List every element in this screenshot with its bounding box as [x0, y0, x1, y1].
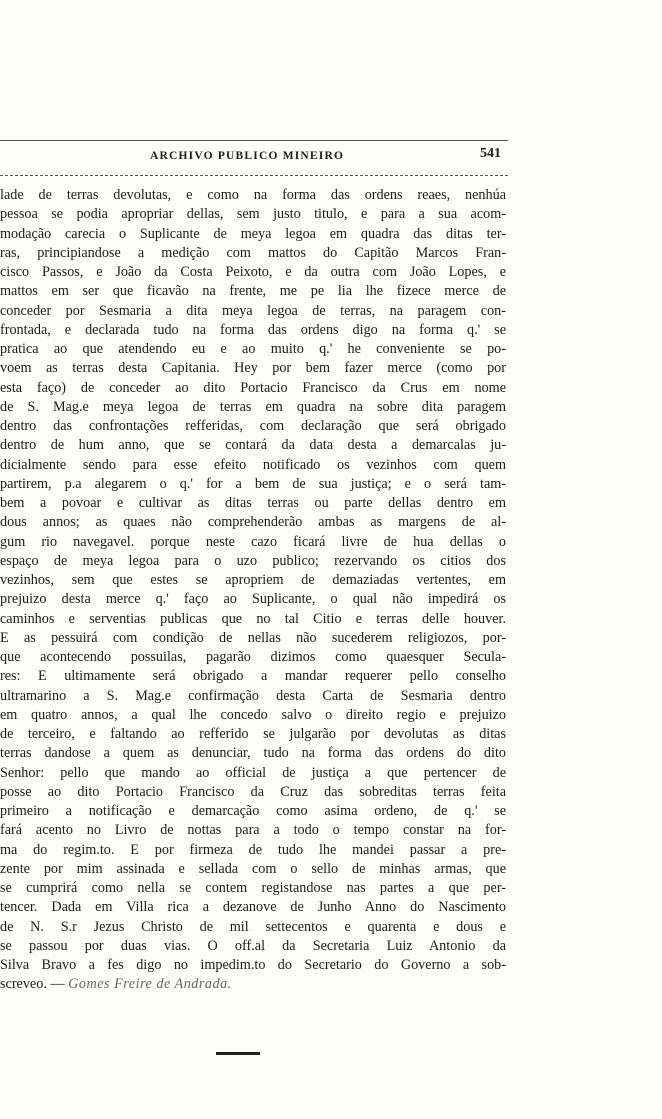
text-line: Silva Bravo a fes digo no impedim.to do Secretario do Governo a sob- — [0, 957, 506, 973]
signature: Gomes Freire de Andrada. — [68, 976, 232, 993]
text-line: zente por mim assinada e sellada com o sello de minhas armas, que — [0, 860, 506, 877]
text-line: lade de terras devolutas, e como na forma das ordens reaes, nenhúa — [0, 187, 506, 203]
closing-text: screveo. — — [0, 976, 65, 993]
top-rule — [0, 140, 508, 141]
text-line: se cumprirá como nella se contem registandose nas partes a que per- — [0, 880, 506, 896]
text-line: ultramarino a S. Mag.e confirmação desta Carta de Sesmaria dentro — [0, 687, 506, 704]
end-rule — [216, 1052, 260, 1055]
text-line: gum rio navegavel. porque neste cazo ficará livre de hua dellas o — [0, 533, 506, 550]
text-line: res: E ultimamente será obrigado a mandar requerer pello conselho — [0, 668, 506, 685]
running-head: ARCHIVO PUBLICO MINEIRO — [150, 150, 345, 162]
text-line: posse ao dito Portacio Francisco da Cruz das sobreditas terras feita — [0, 783, 506, 800]
text-line: fará acento no Livro de nottas para a todo o tempo constar na for- — [0, 822, 506, 839]
text-line: Senhor: pello que mando ao official de justiça a que pertencer de — [0, 764, 506, 781]
text-line: de N. S.r Jezus Christo de mil settecentos e quarenta e dous e — [0, 918, 506, 935]
text-line: modação carecia o Suplicante de meya legoa em quadra das ditas ter- — [0, 225, 506, 242]
text-line: partirem, p.a alegarem o q.' for a bem de sua justiça; e o será tam- — [0, 475, 506, 492]
text-line: de terceiro, e faltando ao refferido se julgarão por devolutas as ditas — [0, 726, 506, 742]
header-rule — [0, 175, 508, 176]
text-line: vezinhos, sem que estes se apropriem de demaziadas vertentes, em — [0, 572, 506, 588]
text-line: em quatro annos, a qual lhe concedo salvo o direito regio e prejuizo — [0, 706, 506, 723]
text-line: terras dandose a quem as denunciar, tudo na forma das ordens do dito — [0, 745, 506, 762]
text-line: se passou por duas vias. O off.al da Secretaria Luiz Antonio da — [0, 937, 506, 954]
text-line: E as pessuirá com condição de nellas não sucederem religiozos, por- — [0, 629, 506, 646]
text-line: espaço de meya legoa para o uzo publico; rezervando os citios dos — [0, 552, 506, 569]
text-line: dentro de hum anno, que se contará da data desta a demarcalas ju- — [0, 437, 506, 454]
text-line: caminhos e serventias publicas que no tal Citio e terras delle houver. — [0, 610, 506, 627]
page-header — [0, 142, 508, 168]
text-line: prejuizo desta merce q.' faço ao Suplicante, o qual não impedirá os — [0, 591, 506, 608]
text-line: pratica ao que atendendo eu e ao muito q.' he conveniente se po- — [0, 341, 506, 357]
body-text — [0, 186, 506, 995]
text-line: bem a povoar e cultivar as ditas terras ou parte dellas dentro em — [0, 495, 506, 511]
text-line: mattos em ser que ficavão na frente, me pe lia lhe fizece merce de — [0, 283, 506, 300]
text-line: dicialmente sendo para esse efeito notificado os vezinhos com quem — [0, 456, 506, 473]
text-line: tencer. Dada em Villa rica a dezanove de Junho Anno do Nascimento — [0, 899, 506, 916]
text-line: esta faço) de conceder ao dito Portacio Francisco da Crus em nome — [0, 379, 506, 396]
page-number: 541 — [480, 146, 501, 161]
text-line: de S. Mag.e meya legoa de terras em quadra na sobre dita paragem — [0, 398, 506, 415]
text-line: ras, principiandose a medição com mattos do Capitão Marcos Fran- — [0, 244, 506, 261]
text-line: ma do regim.to. E por firmeza de tudo lhe mandei passar a pre- — [0, 841, 506, 858]
text-line: dentro das confrontações refferidas, com declaração que será obrigado — [0, 418, 506, 434]
text-line: primeiro a notificação e demarcação como asima ordeno, de q.' se — [0, 803, 506, 819]
text-line: dous annos; as quaes não comprehenderão ambas as margens de al- — [0, 514, 506, 531]
text-line: conceder por Sesmaria a dita meya legoa de terras, na paragem con- — [0, 302, 506, 319]
text-line: frontada, e declarada tudo na forma das ordens digo na forma q.' se — [0, 321, 506, 338]
text-line: cisco Passos, e João da Costa Peixoto, e da outra com João Lopes, e — [0, 264, 506, 280]
text-line: que acontecendo possuilas, pagarão dizimos como quaesquer Secula- — [0, 649, 506, 665]
text-line: pessoa se podia apropriar dellas, sem justo titulo, e para a sua acom- — [0, 206, 506, 223]
closing-line — [0, 975, 506, 994]
text-line: voem as terras desta Capitania. Hey por bem fazer merce (como por — [0, 360, 506, 377]
